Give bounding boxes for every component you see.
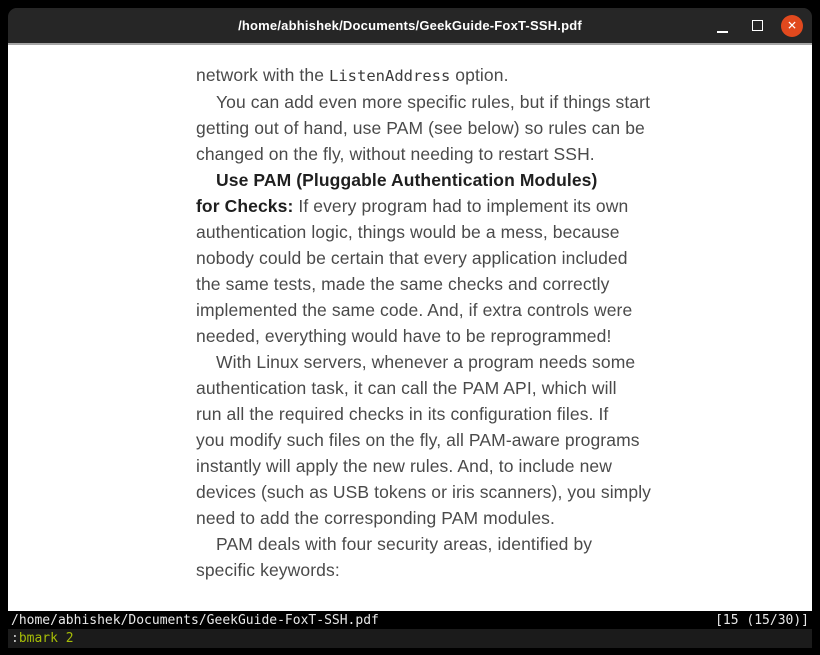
status-page-indicator: [15 (15/30)] (715, 612, 809, 628)
text-segment: authentication logic, things would be a mess, because (196, 222, 620, 242)
document-line (196, 479, 701, 505)
text-segment: If every program had to implement its own (293, 196, 629, 216)
document-line (196, 193, 701, 219)
text-segment: option. (450, 65, 509, 85)
document-line (196, 557, 701, 583)
document-line (196, 323, 701, 349)
maximize-icon (752, 20, 763, 31)
document-line (196, 141, 701, 167)
minimize-icon (717, 31, 728, 33)
text-segment: run all the required checks in its configuration files. If (196, 404, 609, 424)
document-line (196, 531, 701, 557)
document-line (196, 219, 701, 245)
window-titlebar[interactable] (8, 8, 812, 45)
document-line (196, 115, 701, 141)
text-segment: changed on the fly, without needing to restart SSH. (196, 144, 595, 164)
document-line (196, 297, 701, 323)
document-line (196, 167, 701, 193)
document-line (196, 349, 701, 375)
monospace-text-segment: ListenAddress (329, 67, 451, 85)
bold-text-segment: Use PAM (Pluggable Authentication Modules) (216, 170, 598, 190)
minimize-button[interactable] (711, 15, 733, 37)
window-controls (711, 8, 803, 43)
text-segment: authentication task, it can call the PAM API, which will (196, 378, 617, 398)
command-text: bmark 2 (18, 631, 74, 646)
command-input-bar[interactable] (8, 629, 812, 648)
pdf-viewer-window (8, 8, 812, 648)
document-line (196, 453, 701, 479)
status-file-path: /home/abhishek/Documents/GeekGuide-FoxT-SSH.pdf (11, 612, 379, 628)
document-line (196, 505, 701, 531)
text-segment: network with the (196, 65, 330, 85)
document-line (196, 62, 701, 89)
window-title: /home/abhishek/Documents/GeekGuide-FoxT-SSH.pdf (238, 18, 582, 33)
text-segment: PAM deals with four security areas, identified by (216, 534, 593, 554)
document-line (196, 427, 701, 453)
close-icon: ✕ (786, 18, 798, 32)
text-segment: nobody could be certain that every application included (196, 248, 628, 268)
pdf-page[interactable] (8, 45, 812, 611)
text-segment: You can add even more specific rules, but if things start (216, 92, 651, 112)
text-segment: implemented the same code. And, if extra controls were (196, 300, 633, 320)
status-bar (8, 611, 812, 629)
text-segment: needed, everything would have to be reprogrammed! (196, 326, 612, 346)
maximize-button[interactable] (746, 15, 768, 37)
document-line (196, 401, 701, 427)
command-prompt: : (11, 631, 19, 646)
text-segment: instantly will apply the new rules. And, to include new (196, 456, 613, 476)
text-segment: need to add the corresponding PAM modules. (196, 508, 555, 528)
text-segment: With Linux servers, whenever a program needs some (216, 352, 636, 372)
close-button[interactable] (781, 15, 803, 37)
document-line (196, 89, 701, 115)
document-text (196, 62, 701, 583)
document-line (196, 375, 701, 401)
document-line (196, 271, 701, 297)
document-line (196, 245, 701, 271)
text-segment: you modify such files on the fly, all PAM-aware programs (196, 430, 640, 450)
text-segment: devices (such as USB tokens or iris scanners), you simply (196, 482, 652, 502)
bold-text-segment: for Checks: (196, 196, 294, 216)
text-segment: the same tests, made the same checks and correctly (196, 274, 610, 294)
text-segment: specific keywords: (196, 560, 340, 580)
text-segment: getting out of hand, use PAM (see below) so rules can be (196, 118, 645, 138)
